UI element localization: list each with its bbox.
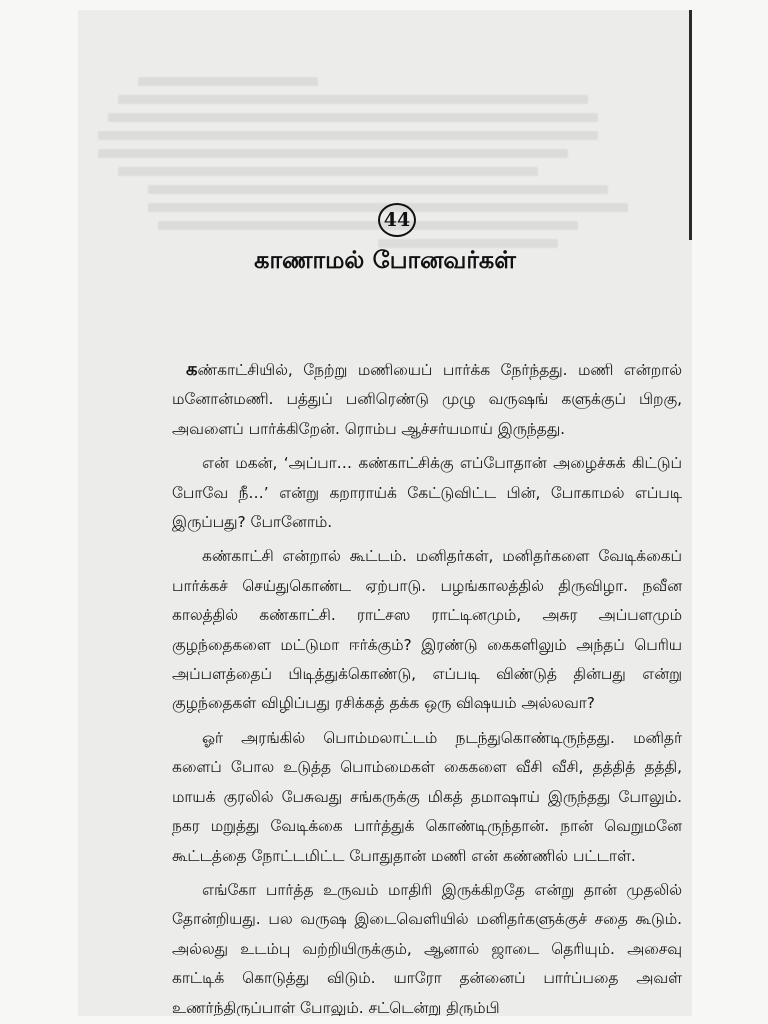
paragraph-4: ஓர் அரங்கில் பொம்மலாட்டம் நடந்துகொண்டிருந்தது. மனிதர் களைப் போல உடுத்த பொம்மைகள் கைகளை வீசி வீசி, தத்தித் தத்தி, மாயக் குரலில் பேசுவது சங்கருக்கு மிகத் தமாஷாய் இருந்தது போலும். நகர மறுத்து வேடிக்கை பார்த்துக் கொண்டிருந்தான். நான் வெறுமனே கூட்டத்தை நோட்டமிட்ட போதுதான் மணி என் கண்ணில் பட்டாள். [172,728,682,865]
chapter-number-badge: 44 [378,203,416,237]
paragraph-2: என் மகன், ‘அப்பா… கண்காட்சிக்கு எப்போதான் அழைச்சுக் கிட்டுப் போவே நீ…’ என்று கறாராய்க் கேட்டுவிட்ட பின், போகாமல் எப்படி இருப்பது? போனோம். [172,454,682,532]
drop-cap: க [186,359,198,380]
paragraph-1 [172,355,682,444]
chapter-title: காணாமல் போனவர்கள் [254,246,516,274]
paragraph-3: கண்காட்சி என்றால் கூட்டம். மனிதர்கள், மனிதர்களை வேடிக்கைப் பார்க்கச் செய்துகொண்ட ஏற்பாடு. பழங்காலத்தில் திருவிழா. நவீன காலத்தில் கண்காட்சி. ராட்சஸ ராட்டினமும், அசுர அப்பளமும் குழந்தைகளை மட்டுமா ஈர்க்கும்? இரண்டு கைகளிலும் அந்தப் பெரிய அப்பளத்தைப் பிடித்துக்கொண்டு, எப்படி விண்டுத் தின்பது என்று குழந்தைகள் விழிப்பது ரசிக்கத் தக்க ஒரு விஷயம் அல்லவா? [172,547,682,713]
chapter-body [172,355,682,1016]
book-page [78,10,692,1016]
page-edge-shadow [689,10,692,240]
paragraph-5: எங்கோ பார்த்த உருவம் மாதிரி இருக்கிறதே என்று தான் முதலில் தோன்றியது. பல வருஷ இடைவெளியில் மனிதர்களுக்குச் சதை கூடும். அல்லது உடம்பு வற்றியிருக்கும், ஆனால் ஜாடை தெரியும். அசைவு காட்டிக் கொடுத்து விடும். யாரோ தன்னைப் பார்ப்பதை அவள் உணர்ந்திருப்பாள் போலும். சட்டென்று திரும்பி [172,880,682,1016]
paragraph-1-text: ண்காட்சியில், நேற்று மணியைப் பார்க்க நேர்ந்தது. மணி என்றால் மனோன்மணி. பத்துப் பனிரெண்டு முழு வருஷங் களுக்குப் பிறகு, அவளைப் பார்க்கிறேன். ரொம்ப ஆச்சர்யமாய் இருந்தது. [172,361,682,438]
